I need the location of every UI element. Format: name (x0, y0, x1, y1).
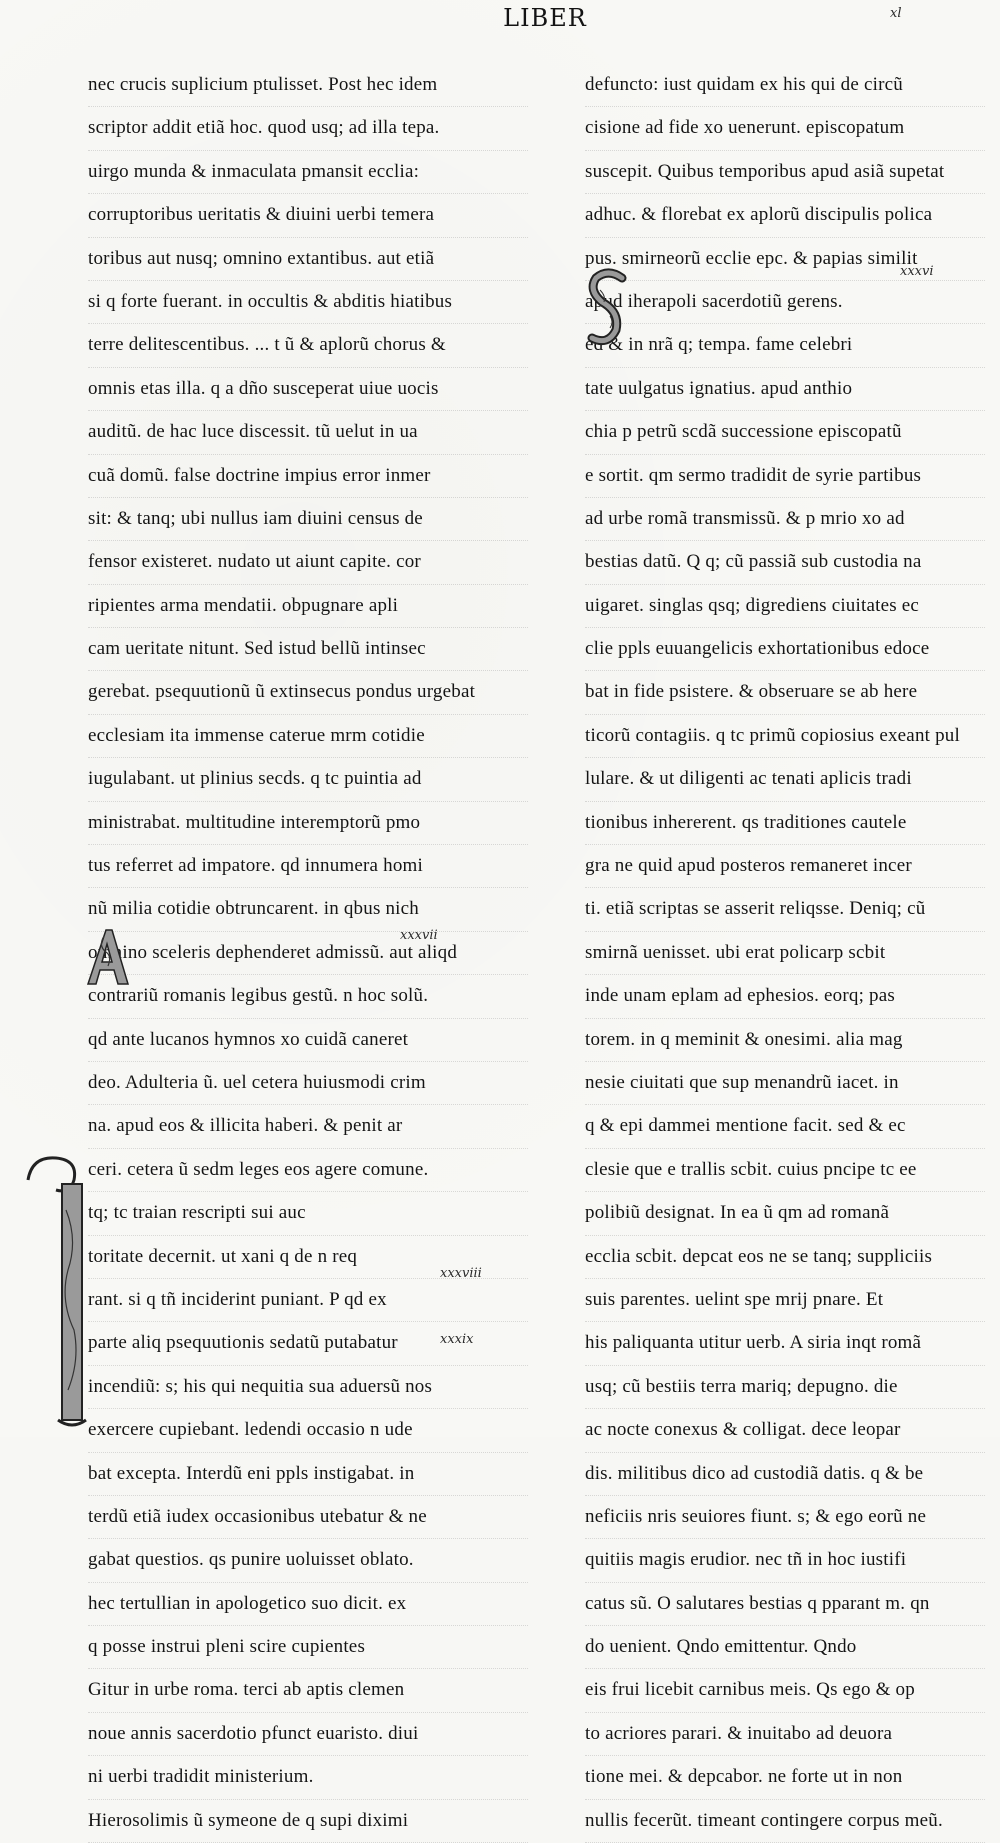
right-column-line: apud iherapoli sacerdotiũ gerens. (585, 281, 985, 324)
right-column-line: nullis fecerũt. timeant contingere corpus meũ. (585, 1800, 985, 1843)
right-column-line: torem. in q meminit & onesimi. alia mag (585, 1019, 985, 1062)
left-column-line: omnino sceleris dephenderet admissũ. aut aliqd (88, 932, 528, 975)
left-column-line: ceri. cetera ũ sedm leges eos agere comune. (88, 1149, 528, 1192)
right-column-line: quitiis magis erudior. nec tñ in hoc iustifi (585, 1539, 985, 1582)
initial-s-icon (586, 268, 632, 350)
left-column-line: hec tertullian in apologetico suo dicit. ex (88, 1583, 528, 1626)
right-column-line: ticorũ contagiis. q tc primũ copiosius exeant pul (585, 715, 985, 758)
left-column-line: gerebat. psequutionũ ũ extinsecus pondus urgebat (88, 671, 528, 714)
right-column-line: pus. smirneorũ ecclie epc. & papias similit (585, 238, 985, 281)
left-column-line: qd ante lucanos hymnos xo cuidã caneret (88, 1019, 528, 1062)
left-column-line: ecclesiam ita immense caterue mrm cotidie (88, 715, 528, 758)
left-column-line: Gitur in urbe roma. terci ab aptis clemen (88, 1669, 528, 1712)
right-column-line: catus sũ. O salutares bestias q pparant m. qn (585, 1583, 985, 1626)
left-column-line: corruptoribus ueritatis & diuini uerbi temera (88, 194, 528, 237)
left-column-line: na. apud eos & illicita haberi. & penit ar (88, 1105, 528, 1148)
right-column-line: usq; cũ bestiis terra mariq; depugno. die (585, 1366, 985, 1409)
left-column-line: q posse instrui pleni scire cupientes (88, 1626, 528, 1669)
right-column-line: ti. etiã scriptas se asserit reliqsse. Deniq; cũ (585, 888, 985, 931)
right-column-line: ed & in nrã q; tempa. fame celebri (585, 324, 985, 367)
right-column-line: lulare. & ut diligenti ac tenati aplicis tradi (585, 758, 985, 801)
left-column-line: ripientes arma mendatii. obpugnare apli (88, 585, 528, 628)
margin-note-xxxvi: xxxvi (900, 264, 934, 279)
right-column-line: to acriores parari. & inuitabo ad deuora (585, 1713, 985, 1756)
left-column-line: toribus aut nusq; omnino extantibus. aut etiã (88, 238, 528, 281)
right-column-line: clie ppls euuangelicis exhortationibus edoce (585, 628, 985, 671)
right-column-line: ecclia scbit. depcat eos ne se tanq; suppliciis (585, 1236, 985, 1279)
right-column-line: suis parentes. uelint spe mrij pnare. Et (585, 1279, 985, 1322)
left-column-line: nũ milia cotidie obtruncarent. in qbus nich (88, 888, 528, 931)
left-column-line: terre delitescentibus. ... t ũ & aplorũ chorus & (88, 324, 528, 367)
right-column-line: smirnã uenisset. ubi erat policarp scbit (585, 932, 985, 975)
right-column-line: nesie ciuitati que sup menandrũ iacet. in (585, 1062, 985, 1105)
page-header: LIBER (503, 4, 587, 32)
left-column-line: ministrabat. multitudine interemptorũ pmo (88, 802, 528, 845)
right-column-line: uigaret. singlas qsq; digrediens ciuitates ec (585, 585, 985, 628)
right-column-line: clesie que e trallis scbit. cuius pncipe tc ee (585, 1149, 985, 1192)
left-column-line: fensor existeret. nudato ut aiunt capite. cor (88, 541, 528, 584)
left-column-line: rant. si q tñ inciderint puniant. P qd ex (88, 1279, 528, 1322)
right-column-line: tionibus inhererent. qs traditiones cautele (585, 802, 985, 845)
left-column-line: ni uerbi tradidit ministerium. (88, 1756, 528, 1799)
left-column-line: contrariũ romanis legibus gestũ. n hoc solũ. (88, 975, 528, 1018)
right-column-line: defuncto: iust quidam ex his qui de circũ (585, 64, 985, 107)
right-column-line: inde unam eplam ad ephesios. eorq; pas (585, 975, 985, 1018)
right-column-line: eis frui licebit carnibus meis. Qs ego & op (585, 1669, 985, 1712)
right-column-line: his paliquanta utitur uerb. A siria inqt romã (585, 1322, 985, 1365)
right-column-line: bat in fide psistere. & obseruare se ab here (585, 671, 985, 714)
right-column-line: tione mei. & depcabor. ne forte ut in non (585, 1756, 985, 1799)
left-column-line: deo. Adulteria ũ. uel cetera huiusmodi crim (88, 1062, 528, 1105)
left-column-line: gabat questios. qs punire uoluisset oblato. (88, 1539, 528, 1582)
margin-note-xxxvii: xxxvii (400, 928, 438, 943)
right-column-line: do uenient. Qndo emittentur. Qndo (585, 1626, 985, 1669)
left-column-line: tus referret ad impatore. qd innumera homi (88, 845, 528, 888)
margin-note-xxxviii: xxxviii (440, 1266, 482, 1281)
left-column-line: toritate decernit. ut xani q de n req (88, 1236, 528, 1279)
right-column-line: ac nocte conexus & colligat. dece leopar (585, 1409, 985, 1452)
right-column-line: polibiũ designat. In ea ũ qm ad romanã (585, 1192, 985, 1235)
right-column-line: gra ne quid apud posteros remaneret incer (585, 845, 985, 888)
right-column-line: bestias datũ. Q q; cũ passiã sub custodia na (585, 541, 985, 584)
left-column-line: bat excepta. Interdũ eni ppls instigabat. in (88, 1453, 528, 1496)
left-column-line: tq; tc traian rescripti sui auc (88, 1192, 528, 1235)
left-column (88, 64, 528, 1843)
left-column-line: omnis etas illa. q a dño susceperat uiue uocis (88, 368, 528, 411)
left-column-line: si q forte fuerant. in occultis & abditis hiatibus (88, 281, 528, 324)
margin-note-xl: xl (890, 6, 902, 21)
right-column-line: e sortit. qm sermo tradidit de syrie partibus (585, 455, 985, 498)
right-column-line: cisione ad fide xo uenerunt. episcopatum (585, 107, 985, 150)
right-column-line: adhuc. & florebat ex aplorũ discipulis polica (585, 194, 985, 237)
left-column-line: incendiũ: s; his qui nequitia sua aduersũ nos (88, 1366, 528, 1409)
left-column-line: iugulabant. ut plinius secds. q tc puintia ad (88, 758, 528, 801)
right-column (585, 64, 985, 1843)
left-column-line: exercere cupiebant. ledendi occasio n ude (88, 1409, 528, 1452)
right-column-line: q & epi dammei mentione facit. sed & ec (585, 1105, 985, 1148)
left-column-line: Hierosolimis ũ symeone de q supi diximi (88, 1800, 528, 1843)
left-column-line: nec crucis suplicium ptulisset. Post hec idem (88, 64, 528, 107)
margin-note-xxxix: xxxix (440, 1332, 474, 1347)
right-column-line: dis. militibus dico ad custodiã datis. q & be (585, 1453, 985, 1496)
left-column-line: noue annis sacerdotio pfunct euaristo. diui (88, 1713, 528, 1756)
right-column-line: ad urbe romã transmissũ. & p mrio xo ad (585, 498, 985, 541)
right-column-line: chia p petrũ scdã successione episcopatũ (585, 411, 985, 454)
initial-i-icon (22, 1150, 92, 1432)
initial-a-icon (84, 926, 132, 988)
left-column-line: cuã domũ. false doctrine impius error inmer (88, 455, 528, 498)
left-column-line: uirgo munda & inmaculata pmansit ecclia: (88, 151, 528, 194)
left-column-line: sit: & tanq; ubi nullus iam diuini census de (88, 498, 528, 541)
right-column-line: tate uulgatus ignatius. apud anthio (585, 368, 985, 411)
left-column-line: parte aliq psequutionis sedatũ putabatur (88, 1322, 528, 1365)
left-column-line: scriptor addit etiã hoc. quod usq; ad illa tepa. (88, 107, 528, 150)
right-column-line: neficiis nris seuiores fiunt. s; & ego eorũ ne (585, 1496, 985, 1539)
right-column-line: suscepit. Quibus temporibus apud asiã supetat (585, 151, 985, 194)
left-column-line: terdũ etiã iudex occasionibus utebatur & ne (88, 1496, 528, 1539)
left-column-line: cam ueritate nitunt. Sed istud bellũ intinsec (88, 628, 528, 671)
left-column-line: auditũ. de hac luce discessit. tũ uelut in ua (88, 411, 528, 454)
